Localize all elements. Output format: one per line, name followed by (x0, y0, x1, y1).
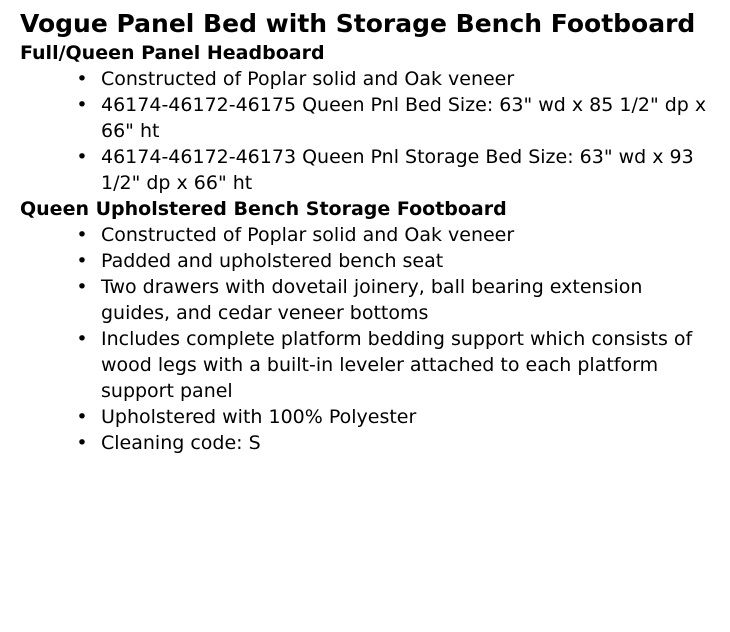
bullet-icon: • (76, 224, 88, 246)
bullet-icon: • (76, 146, 88, 168)
list-item-text: Constructed of Poplar solid and Oak veneer (101, 68, 515, 90)
list-item (76, 92, 710, 144)
list-item (76, 430, 710, 456)
headboard-feature-list (20, 66, 710, 196)
list-item-text: 46174-46172-46175 Queen Pnl Bed Size: 63" wd x 85 1/2" dp x 66" ht (101, 94, 707, 142)
bullet-icon: • (76, 432, 88, 454)
list-item (76, 274, 710, 326)
list-item (76, 326, 710, 404)
list-item-text: Two drawers with dovetail joinery, ball bearing extension guides, and cedar veneer bottoms (101, 276, 643, 324)
list-item-text: Upholstered with 100% Polyester (101, 406, 417, 428)
list-item (76, 144, 710, 196)
bullet-icon: • (76, 250, 88, 272)
product-description (20, 8, 710, 456)
list-item-text: 46174-46172-46173 Queen Pnl Storage Bed Size: 63" wd x 93 1/2" dp x 66" ht (101, 146, 694, 194)
list-item-text: Constructed of Poplar solid and Oak veneer (101, 224, 515, 246)
list-item-text: Cleaning code: S (101, 432, 261, 454)
section-heading-headboard: Full/Queen Panel Headboard (20, 42, 325, 64)
list-item (76, 222, 710, 248)
list-item (76, 248, 710, 274)
bullet-icon: • (76, 406, 88, 428)
footboard-feature-list (20, 222, 710, 456)
bullet-icon: • (76, 328, 88, 350)
bullet-icon: • (76, 68, 88, 90)
list-item (76, 404, 710, 430)
bullet-icon: • (76, 94, 88, 116)
list-item (76, 66, 710, 92)
page-title: Vogue Panel Bed with Storage Bench Footboard (20, 9, 696, 38)
list-item-text: Includes complete platform bedding support which consists of wood legs with a built-in leveler attached to each platform support panel (101, 328, 693, 402)
list-item-text: Padded and upholstered bench seat (101, 250, 444, 272)
section-heading-footboard: Queen Upholstered Bench Storage Footboard (20, 198, 507, 220)
bullet-icon: • (76, 276, 88, 298)
